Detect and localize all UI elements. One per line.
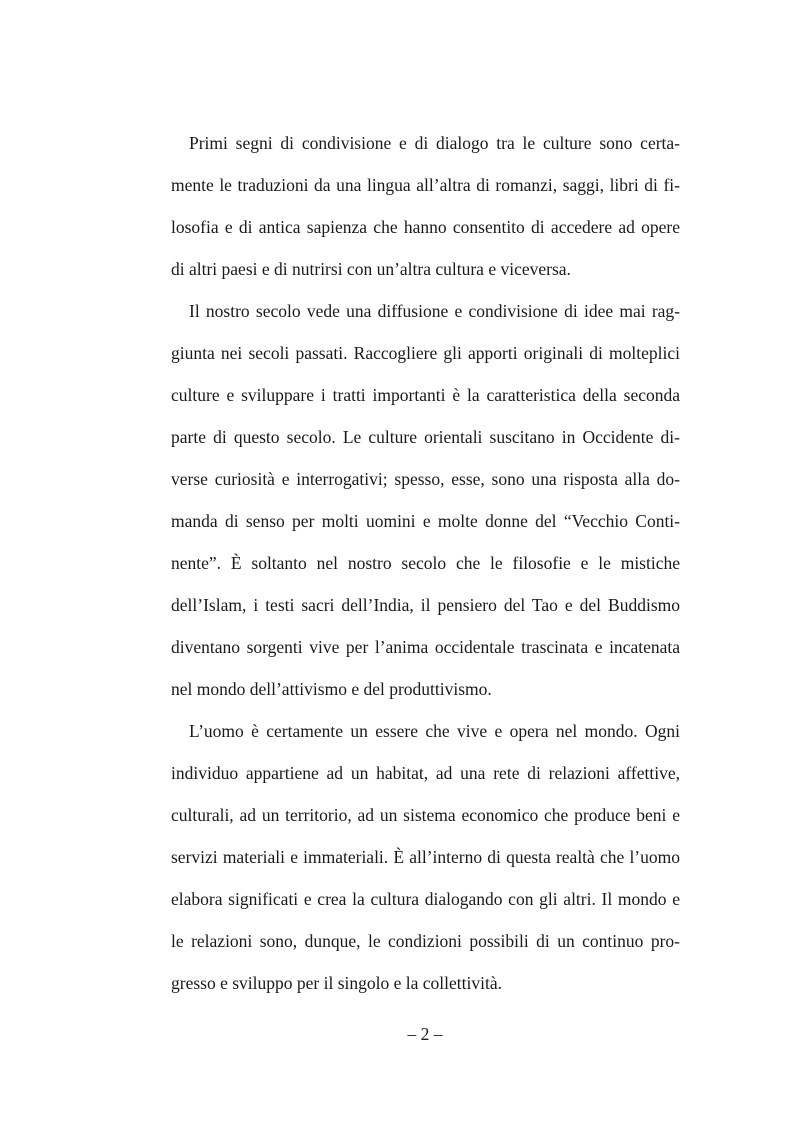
paragraph-2-line-8: dell’Islam, i testi sacri dell’India, il pensiero del Tao e del Buddismo [171,595,680,615]
paragraph-2-line-1: Il nostro secolo vede una diffusione e condivisione di idee mai rag- [189,301,680,321]
page-number: – 2 – [407,1024,443,1044]
paragraph-2-line-9: diventano sorgenti vive per l’anima occidentale trascinata e incatenata [171,637,680,657]
paragraph-3-line-2: individuo appartiene ad un habitat, ad una rete di relazioni affettive, [171,763,680,783]
paragraph-2-line-2: giunta nei secoli passati. Raccogliere gli apporti originali di molteplici [171,343,680,363]
paragraph-3-line-1: L’uomo è certamente un essere che vive e opera nel mondo. Ogni [189,721,680,741]
paragraph-1-line-4: di altri paesi e di nutrirsi con un’altra cultura e viceversa. [171,259,571,279]
paragraph-3-line-4: servizi materiali e immateriali. È all’interno di questa realtà che l’uomo [171,847,680,867]
paragraph-2-line-10: nel mondo dell’attivismo e del produttivismo. [171,679,492,699]
paragraph-2-line-5: verse curiosità e interrogativi; spesso, esse, sono una risposta alla do- [171,469,680,489]
paragraph-3-line-3: culturali, ad un territorio, ad un sistema economico che produce beni e [171,805,680,825]
paragraph-2-line-7: nente”. È soltanto nel nostro secolo che le filosofie e le mistiche [171,553,680,573]
paragraph-3-line-6: le relazioni sono, dunque, le condizioni possibili di un continuo pro- [171,931,680,951]
paragraph-1-line-3: losofia e di antica sapienza che hanno consentito di accedere ad opere [171,217,680,237]
paragraph-2-line-3: culture e sviluppare i tratti importanti è la caratteristica della seconda [171,385,680,405]
paragraph-2-line-4: parte di questo secolo. Le culture orientali suscitano in Occidente di- [171,427,680,447]
paragraph-3-line-7: gresso e sviluppo per il singolo e la collettività. [171,973,502,993]
paragraph-2-line-6: manda di senso per molti uomini e molte donne del “Vecchio Conti- [171,511,680,531]
paragraph-1-line-2: mente le traduzioni da una lingua all’altra di romanzi, saggi, libri di fi- [171,175,680,195]
paragraph-1-line-1: Primi segni di condivisione e di dialogo tra le culture sono certa- [189,133,680,153]
paragraph-3-line-5: elabora significati e crea la cultura dialogando con gli altri. Il mondo e [171,889,680,909]
